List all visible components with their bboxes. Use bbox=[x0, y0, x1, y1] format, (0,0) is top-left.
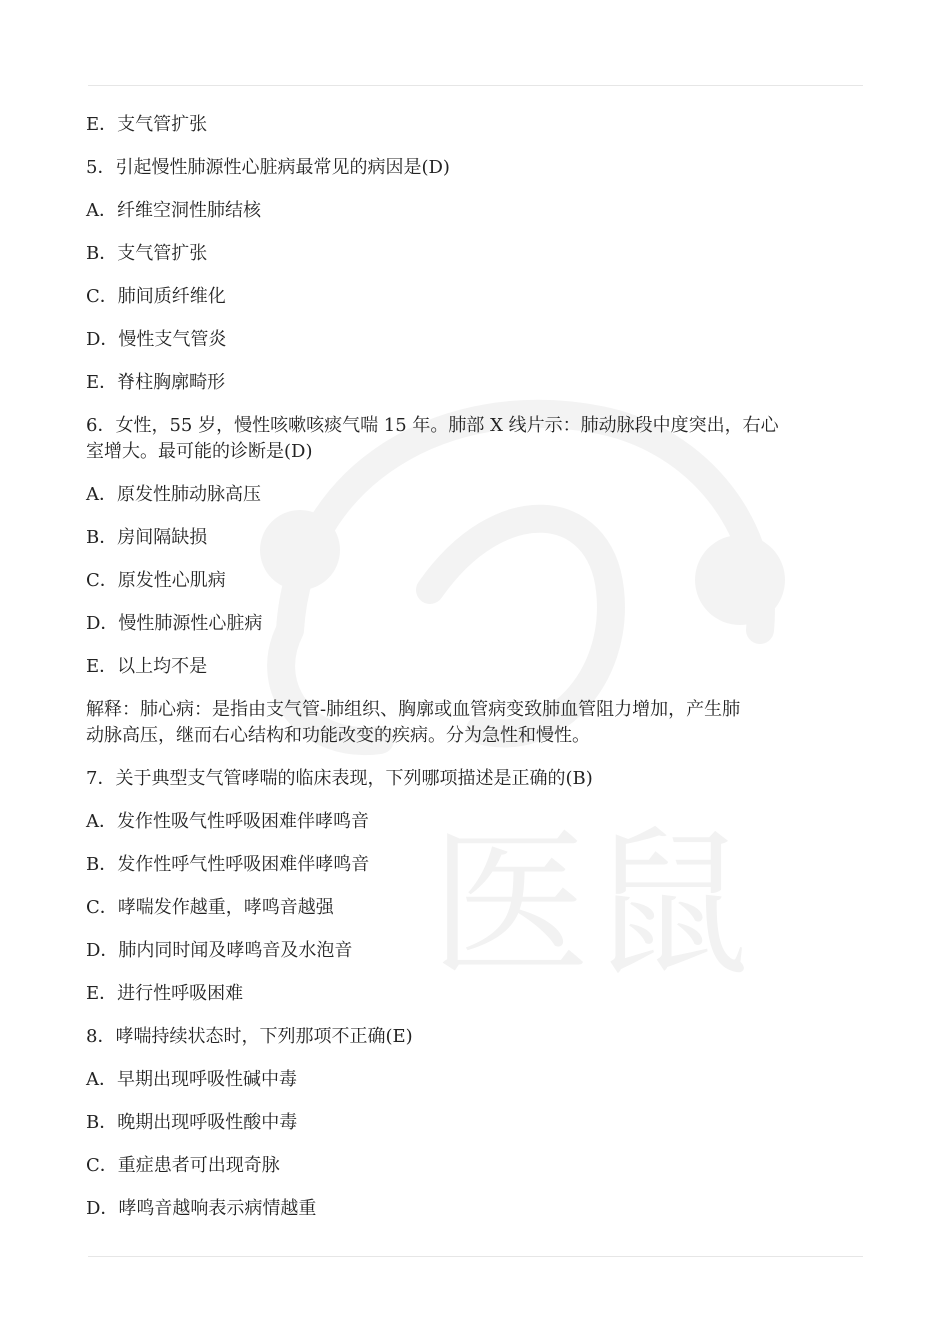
explanation-line-1: 解释：肺心病：是指由支气管-肺组织、胸廓或血管病变致肺血管阻力增加，产生肺 bbox=[86, 699, 741, 720]
question-6-line-1: 6．女性，55 岁，慢性咳嗽咳痰气喘 15 年。肺部 X 线片示：肺动脉段中度突出，右心 bbox=[86, 415, 779, 436]
option-b-q7: B．发作性呼气性呼吸困难伴哮鸣音 bbox=[86, 854, 370, 875]
question-7: 7．关于典型支气管哮喘的临床表现，下列哪项描述是正确的(B) bbox=[86, 768, 593, 789]
option-d-q6: D．慢性肺源性心脏病 bbox=[86, 613, 263, 634]
option-c-q5: C．肺间质纤维化 bbox=[86, 286, 226, 307]
option-a-q5: A．纤维空洞性肺结核 bbox=[86, 200, 261, 221]
option-a-q8: A．早期出现呼吸性碱中毒 bbox=[86, 1069, 297, 1090]
option-d-q8: D．哮鸣音越响表示病情越重 bbox=[86, 1198, 317, 1219]
question-6-line-2: 室增大。最可能的诊断是(D) bbox=[86, 441, 313, 462]
explanation-line-2: 动脉高压，继而右心结构和功能改变的疾病。分为急性和慢性。 bbox=[86, 725, 590, 746]
document-body bbox=[86, 112, 866, 1222]
option-d-q7: D．肺内同时闻及哮鸣音及水泡音 bbox=[86, 940, 353, 961]
option-a-q6: A．原发性肺动脉高压 bbox=[86, 484, 261, 505]
option-c-q7: C．哮喘发作越重，哮鸣音越强 bbox=[86, 897, 334, 918]
watermark-text: 医鼠 bbox=[430, 811, 751, 990]
option-d-q5: D．慢性支气管炎 bbox=[86, 329, 227, 350]
footer-divider bbox=[88, 1256, 863, 1257]
option-e-q5: E．脊柱胸廓畸形 bbox=[86, 372, 226, 393]
header-divider bbox=[88, 85, 863, 86]
option-e-q6: E．以上均不是 bbox=[86, 656, 208, 677]
option-c-q6: C．原发性心肌病 bbox=[86, 570, 226, 591]
option-a-q7: A．发作性吸气性呼吸困难伴哮鸣音 bbox=[86, 811, 369, 832]
question-8: 8．哮喘持续状态时，下列那项不正确(E) bbox=[86, 1026, 413, 1047]
option-e-q4: E．支气管扩张 bbox=[86, 114, 208, 135]
option-b-q8: B．晚期出现呼吸性酸中毒 bbox=[86, 1112, 298, 1133]
explanation-q6 bbox=[86, 697, 866, 749]
option-e-q7: E．进行性呼吸困难 bbox=[86, 983, 244, 1004]
option-c-q8: C．重症患者可出现奇脉 bbox=[86, 1155, 280, 1176]
option-b-q6: B．房间隔缺损 bbox=[86, 527, 208, 548]
question-5: 5．引起慢性肺源性心脏病最常见的病因是(D) bbox=[86, 157, 450, 178]
question-6 bbox=[86, 413, 866, 465]
option-b-q5: B．支气管扩张 bbox=[86, 243, 208, 264]
